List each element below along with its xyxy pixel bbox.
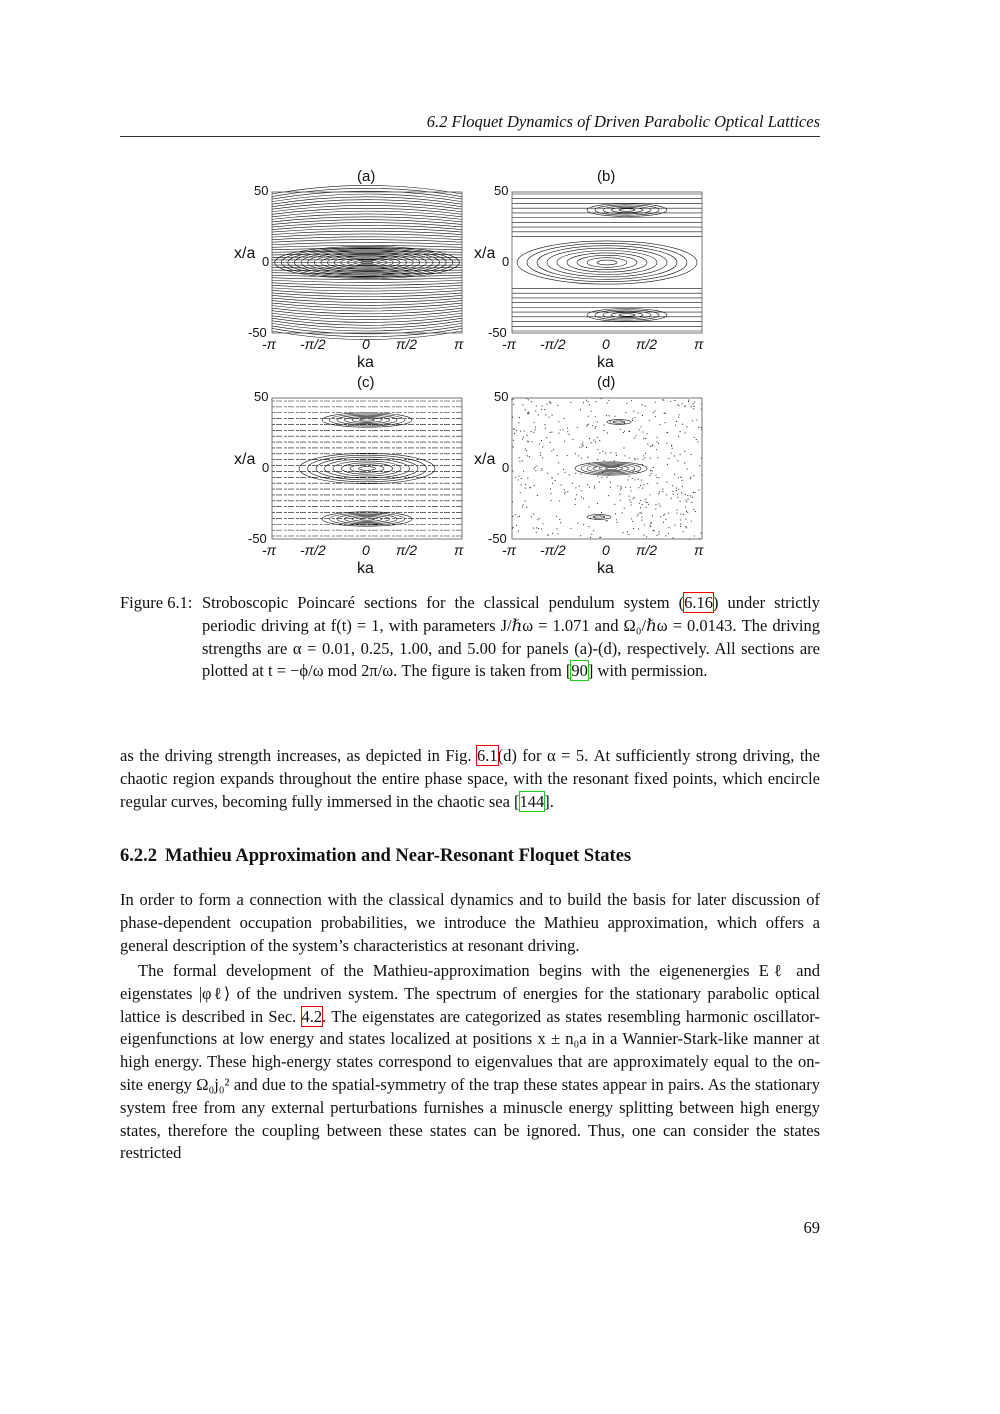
y-tick-label: -50 <box>248 325 267 340</box>
panel-label: (c) <box>357 374 375 391</box>
x-tick-label: -π <box>262 542 277 558</box>
y-tick-label: 0 <box>262 254 270 269</box>
x-axis-label: ka <box>597 354 614 371</box>
x-tick-label: -π <box>262 336 277 352</box>
y-tick-label: 0 <box>262 460 270 475</box>
x-tick-label: π <box>694 336 704 352</box>
equation-ref-link[interactable]: 6.16 <box>684 593 713 612</box>
figure-ref-link[interactable]: 6.1 <box>476 746 498 765</box>
panel-c <box>228 374 468 577</box>
y-axis-label: x/a <box>474 451 496 468</box>
x-tick-label: -π <box>502 336 517 352</box>
y-tick-label: -50 <box>248 531 267 546</box>
y-tick-label: 50 <box>494 389 509 404</box>
paragraph-1: as the driving strength increases, as depicted in Fig. 6.1(d) for α = 5. At sufficiently strong driving, the chaotic region expands throughout the entire phase space, with the resonant fixed points, which encircle regular curves, becoming fully immersed in the chaotic sea [144]. <box>120 746 820 811</box>
x-axis-label: ka <box>597 560 614 577</box>
x-tick-label: π/2 <box>396 542 418 558</box>
x-tick-label: π <box>454 336 464 352</box>
x-tick-label: 0 <box>362 542 370 558</box>
caption-label: Figure 6.1: <box>120 593 193 612</box>
x-tick-label: -π/2 <box>300 542 326 558</box>
x-tick-label: π/2 <box>636 542 658 558</box>
x-axis-label: ka <box>357 354 374 371</box>
citation-link[interactable]: 90 <box>571 661 588 681</box>
figure-6-1 <box>228 168 728 580</box>
x-tick-label: -π/2 <box>540 542 566 558</box>
running-title: 6.2 Floquet Dynamics of Driven Parabolic Optical Lattices <box>426 112 820 131</box>
panel-b <box>468 168 708 371</box>
section-ref-link[interactable]: 4.2 <box>301 1006 323 1026</box>
running-header <box>120 112 820 137</box>
panel-d <box>468 374 708 577</box>
citation-link[interactable]: 144 <box>519 791 545 811</box>
x-tick-label: 0 <box>602 336 610 352</box>
y-tick-label: 0 <box>502 254 510 269</box>
x-tick-label: 0 <box>362 336 370 352</box>
paragraph-2: In order to form a connection with the classical dynamics and to build the basis for later discussion of phase-dependent occupation probabilities, we introduce the Mathieu approximation, which offers a general description of the system’s characteristics at resonant driving. <box>120 890 820 955</box>
x-axis-label: ka <box>357 560 374 577</box>
panel-label: (a) <box>357 168 376 185</box>
section-title: Mathieu Approximation and Near-Resonant Floquet States <box>165 846 632 866</box>
panel-a <box>228 168 468 371</box>
section-number: 6.2.2 <box>120 846 157 866</box>
page-number: 69 <box>803 1218 820 1237</box>
x-tick-label: -π/2 <box>540 336 566 352</box>
panel-label: (d) <box>597 374 616 391</box>
section-heading <box>120 846 820 867</box>
y-tick-label: 50 <box>254 389 269 404</box>
x-tick-label: -π <box>502 542 517 558</box>
y-axis-label: x/a <box>234 451 256 468</box>
y-axis-label: x/a <box>474 245 496 262</box>
caption-text: Stroboscopic Poincaré sections for the classical pendulum system (6.16) under strictly periodic driving at f(t) = 1, with parameters J/ℏω = 1.071 and Ω₀/ℏω = 0.0143. The driving strengths are α = 0.01, 0.25, 1.00, and 5.00 for panels (a)-(d), respectively. All sections are plotted at t = −ϕ/ω mod 2π/ω. The figure is taken from [90] with permission. <box>202 593 821 681</box>
x-tick-label: -π/2 <box>300 336 326 352</box>
y-tick-label: 50 <box>494 183 509 198</box>
x-tick-label: π/2 <box>636 336 658 352</box>
x-tick-label: π <box>454 542 464 558</box>
x-tick-label: π <box>694 542 704 558</box>
y-tick-label: 50 <box>254 183 269 198</box>
x-tick-label: π/2 <box>396 336 418 352</box>
y-tick-label: 0 <box>502 460 510 475</box>
figure-caption <box>120 592 820 683</box>
paragraph-3: The formal development of the Mathieu-approximation begins with the eigenenergies Eℓ and eigenstates |φℓ⟩ of the undriven system. The spectrum of energies for the stationary parabolic optical lattice is described in Sec. 4.2. The eigenstates are categorized as states resembling harmonic oscillator-eigenfunctions at low energy and states localized at positions x ± n₀a in a Wannier-Stark-like manner at high energy. These high-energy states correspond to eigenvalues that are approximately equal to the on-site energy Ω₀j₀² and due to the spatial-symmetry of the trap these states appear in pairs. As the stationary system free from any external perturbations furnishes a minuscle energy splitting between high energy states, therefore the coupling between these states can be ignored. Thus, one can consider the states restricted <box>120 961 820 1163</box>
y-tick-label: -50 <box>488 325 507 340</box>
y-tick-label: -50 <box>488 531 507 546</box>
x-tick-label: 0 <box>602 542 610 558</box>
y-axis-label: x/a <box>234 245 256 262</box>
panel-label: (b) <box>597 168 616 185</box>
